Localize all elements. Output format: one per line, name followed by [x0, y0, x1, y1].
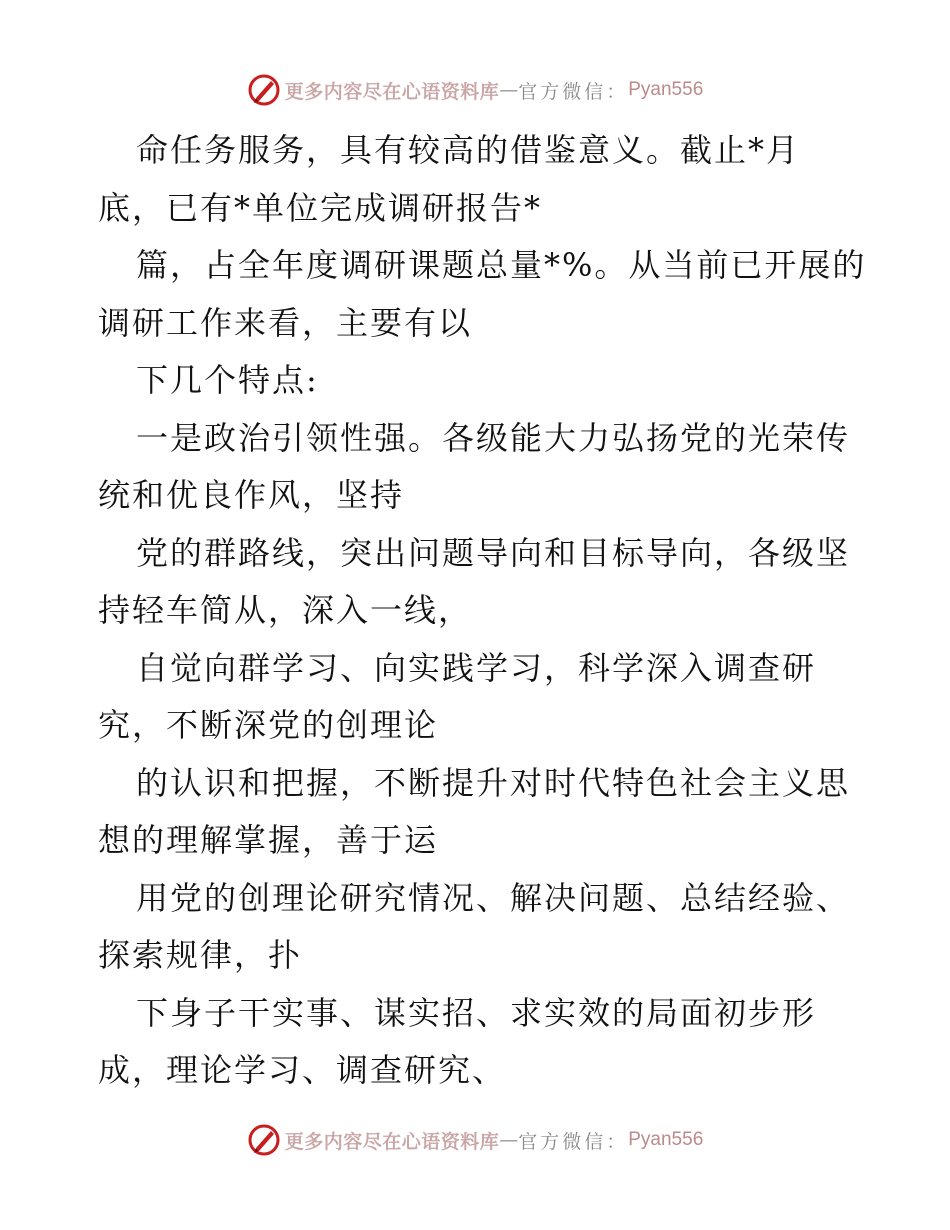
- text-line: 下身子干实事、谋实招、求实效的局面初步形: [136, 993, 817, 1032]
- watermark-separator: —: [499, 79, 519, 101]
- text-line: 统和优良作风，坚持: [98, 476, 405, 514]
- watermark-main-text: 更多内容尽在心语资料库: [284, 1130, 500, 1153]
- text-line: 篇，占全年度调研课题总量*%。从当前已开展的: [136, 246, 867, 284]
- text-line: 成，理论学习、调查研究、: [98, 1051, 507, 1089]
- text-line: 一是政治引领性强。各级能大力弘扬党的光荣传: [136, 418, 851, 457]
- text-line: 底，已有*单位完成调研报告*: [98, 188, 543, 227]
- text-line: 究，不断深党的创理论: [98, 706, 439, 744]
- text-line: 党的群路线，突出问题导向和目标导向，各级坚: [136, 533, 851, 572]
- pen-logo-icon: [247, 1123, 281, 1157]
- watermark-wechat-label: 官方微信：: [518, 1130, 629, 1153]
- watermark-main-text: 更多内容尽在心语资料库: [284, 80, 500, 103]
- pen-logo-icon: [247, 73, 281, 107]
- text-line: 命任务服务，具有较高的借鉴意义。截止*月: [136, 131, 801, 169]
- watermark-wechat-label: 官方微信：: [518, 80, 629, 103]
- text-line: 探索规律，扑: [98, 936, 303, 974]
- text-line: 下几个特点:: [136, 361, 319, 399]
- text-line: 自觉向群学习、向实践学习，科学深入调查研: [136, 648, 817, 687]
- text-line: 持轻车简从，深入一线，: [98, 591, 473, 629]
- header-watermark: [0, 70, 950, 110]
- text-line: 的认识和把握，不断提升对时代特色社会主义思: [136, 763, 851, 802]
- watermark-wechat-id: Pyan556: [628, 1129, 704, 1150]
- watermark-wechat-id: Pyan556: [628, 79, 704, 100]
- text-line: 用党的创理论研究情况、解决问题、总结经验、: [136, 878, 851, 917]
- text-line: 调研工作来看，主要有以: [98, 303, 473, 342]
- footer-watermark: [0, 1120, 950, 1160]
- text-line: 想的理解掌握，善于运: [98, 821, 439, 859]
- document-body: [98, 122, 867, 1100]
- watermark-separator: —: [499, 1129, 519, 1151]
